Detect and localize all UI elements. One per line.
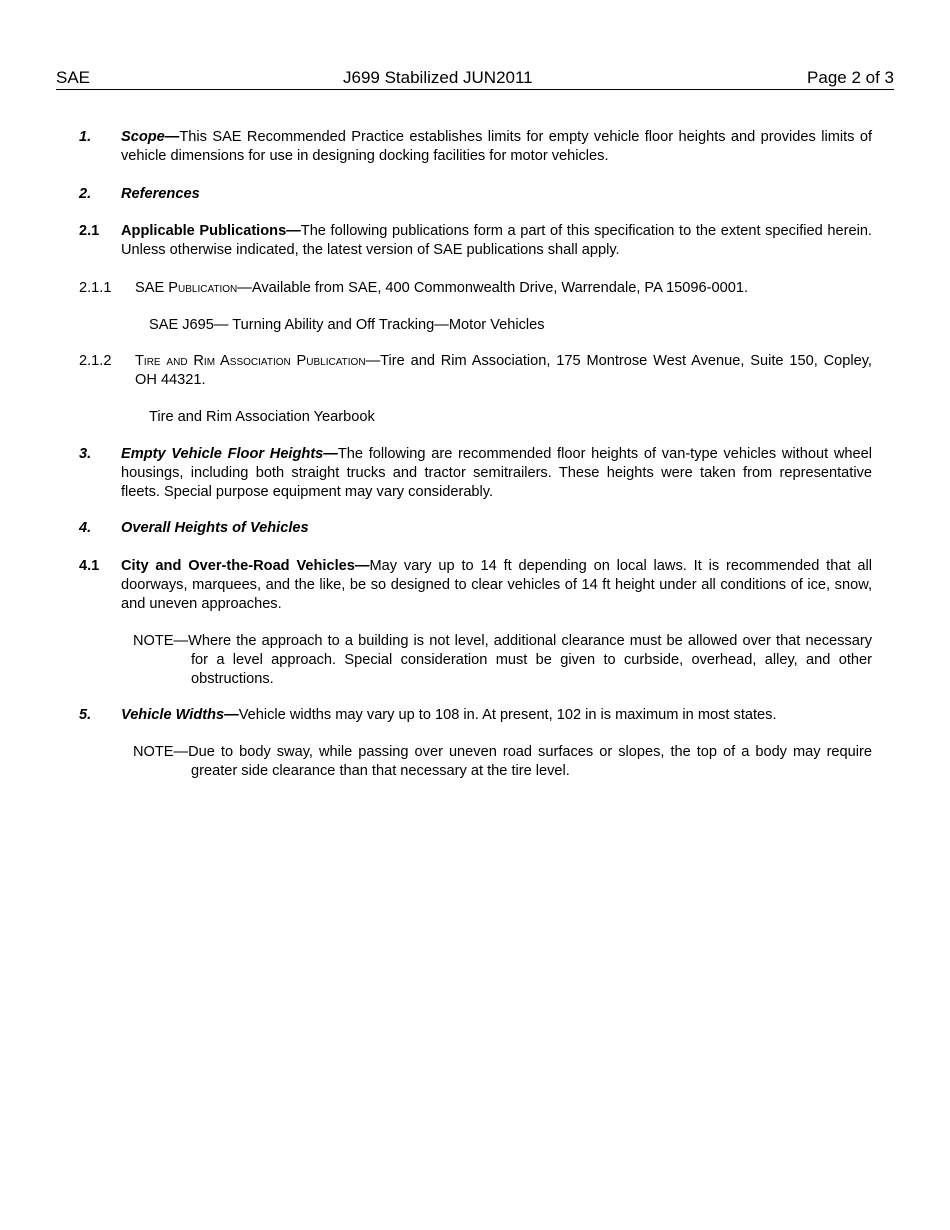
section-text: The following publications form a part of this specification to the extent specified herein. Unless otherwise indicated, the latest version of SAE publications shall apply. bbox=[121, 223, 872, 258]
section-title: SAE Publication bbox=[135, 280, 238, 296]
section-text: —Available from SAE, 400 Commonwealth Drive, Warrendale, PA 15096-0001. bbox=[237, 280, 749, 296]
section-body bbox=[121, 222, 872, 260]
section-scope bbox=[79, 128, 872, 166]
section-title: City and Over-the-Road Vehicles— bbox=[121, 558, 370, 574]
section-number: 3. bbox=[79, 446, 92, 462]
section-city-vehicles bbox=[79, 557, 872, 614]
publication-item: Tire and Rim Association Yearbook bbox=[149, 409, 375, 425]
section-tra-publication bbox=[79, 352, 872, 390]
section-body bbox=[135, 352, 872, 390]
publication-item: SAE J695— Turning Ability and Off Tracking—Motor Vehicles bbox=[149, 317, 545, 333]
section-title: Applicable Publications— bbox=[121, 223, 301, 239]
section-number: 2. bbox=[79, 186, 92, 202]
section-body bbox=[121, 557, 872, 614]
section-number: 5. bbox=[79, 707, 92, 723]
section-number: 1. bbox=[79, 129, 92, 145]
section-number: 4.1 bbox=[79, 558, 100, 574]
section-text: This SAE Recommended Practice establishes limits for empty vehicle floor heights and provides limits of vehicle dimensions for use in designing docking facilities for motor vehicles. bbox=[121, 129, 872, 164]
section-text: Vehicle widths may vary up to 108 in. At present, 102 in is maximum in most states. bbox=[238, 707, 777, 723]
section-number: 4. bbox=[79, 520, 92, 536]
section-body bbox=[121, 185, 872, 204]
section-text: The following are recommended floor heights of van-type vehicles without wheel housings, including both straight trucks and tractor semitrailers. These heights were taken from representative fleets. Special purpose equipment may vary considerably. bbox=[121, 446, 872, 500]
section-body bbox=[121, 519, 872, 538]
section-title: Overall Heights of Vehicles bbox=[121, 520, 309, 536]
section-title: Vehicle Widths— bbox=[121, 707, 239, 723]
section-references bbox=[79, 185, 872, 204]
page-header bbox=[56, 67, 894, 90]
section-overall-heights bbox=[79, 519, 872, 538]
section-body bbox=[121, 445, 872, 502]
section-body bbox=[121, 128, 872, 166]
section-floor-heights bbox=[79, 445, 872, 502]
header-org: SAE bbox=[56, 68, 91, 87]
section-title: Empty Vehicle Floor Heights— bbox=[121, 446, 338, 462]
section-title: Scope— bbox=[121, 129, 180, 145]
header-document-id: J699 Stabilized JUN2011 bbox=[343, 68, 533, 87]
section-number: 2.1 bbox=[79, 223, 100, 239]
header-page-number: Page 2 of 3 bbox=[807, 68, 894, 87]
section-vehicle-widths bbox=[79, 706, 872, 725]
note-clearance bbox=[133, 632, 872, 689]
section-applicable-publications bbox=[79, 222, 872, 260]
section-title: References bbox=[121, 186, 200, 202]
note-body-sway bbox=[133, 743, 872, 781]
note-text: NOTE—Where the approach to a building is not level, additional clearance must be allowed over that necessary for a level approach. Special consideration must be given to curbside, overhead, alley, and other obstructions. bbox=[133, 633, 872, 687]
note-text: NOTE—Due to body sway, while passing over uneven road surfaces or slopes, the top of a body may require greater side clearance than that necessary at the tire level. bbox=[133, 744, 872, 779]
section-number: 2.1.1 bbox=[79, 280, 112, 296]
section-text: May vary up to 14 ft depending on local laws. It is recommended that all doorways, marquees, and the like, be so designed to clear vehicles of 14 ft height under all conditions of ice, snow, and uneven approaches. bbox=[121, 558, 872, 612]
section-number: 2.1.2 bbox=[79, 353, 112, 369]
section-body bbox=[121, 706, 872, 725]
section-sae-publication bbox=[79, 279, 872, 298]
section-body bbox=[135, 279, 872, 298]
section-text: —Tire and Rim Association, 175 Montrose West Avenue, Suite 150, Copley, OH 44321. bbox=[135, 353, 872, 388]
section-title: Tire and Rim Association Publication bbox=[135, 353, 366, 369]
